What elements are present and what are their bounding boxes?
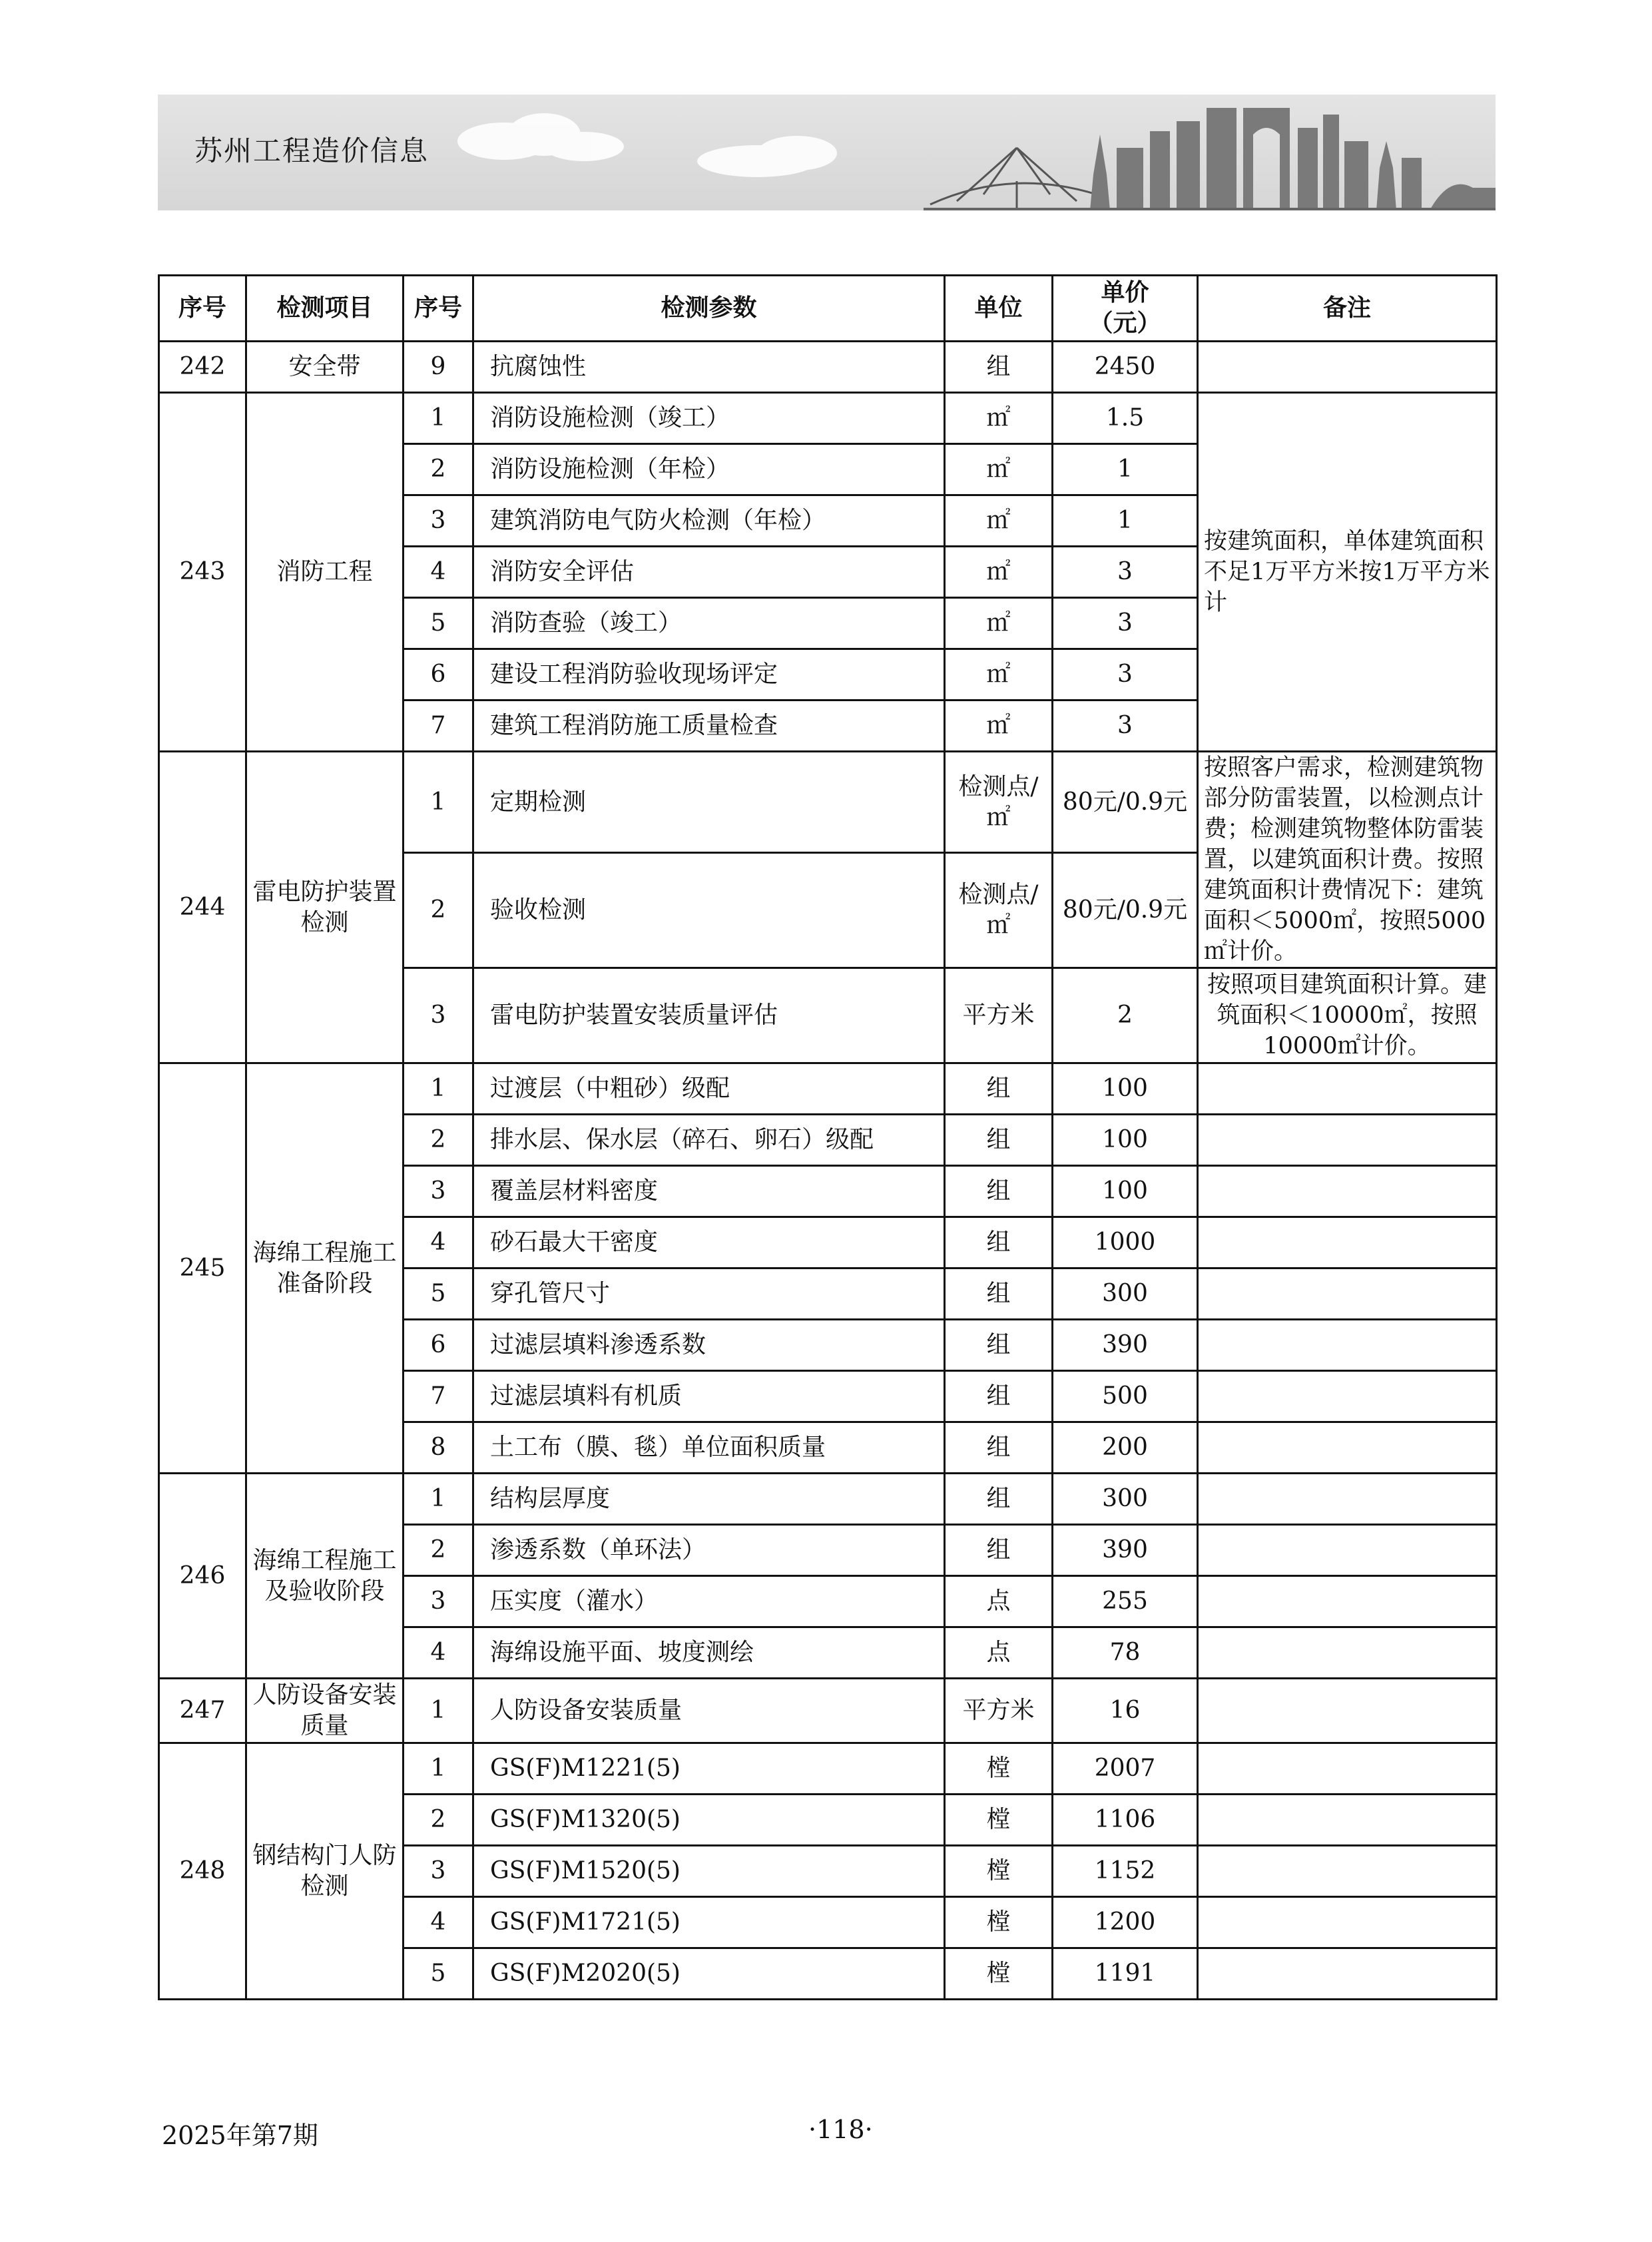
sub-no: 2: [404, 1525, 473, 1576]
price-table-container: [158, 274, 1496, 2000]
param: GS(F)M1320(5): [473, 1795, 945, 1846]
remark: [1198, 1166, 1497, 1217]
inspection-price-table: [158, 274, 1498, 2000]
header-price: [1053, 276, 1198, 342]
price: 390: [1053, 1525, 1198, 1576]
remark: [1198, 1846, 1497, 1897]
param: 海绵设施平面、坡度测绘: [473, 1627, 945, 1679]
sub-no: 2: [404, 853, 473, 968]
remark: [1198, 342, 1497, 393]
unit: 组: [945, 1474, 1053, 1525]
unit: ㎡: [945, 547, 1053, 598]
unit: 组: [945, 1268, 1053, 1320]
sub-no: 3: [404, 1166, 473, 1217]
sub-no: 7: [404, 1371, 473, 1422]
sub-no: 8: [404, 1422, 473, 1474]
remark: 按照项目建筑面积计算。建筑面积＜10000㎡，按照10000㎡计价。: [1198, 968, 1497, 1063]
param: 土工布（膜、毯）单位面积质量: [473, 1422, 945, 1474]
param: 压实度（灌水）: [473, 1576, 945, 1627]
price: 2: [1053, 968, 1198, 1063]
table-row: [159, 1474, 1497, 1525]
group-no: 245: [159, 1063, 246, 1474]
sub-no: 2: [404, 1795, 473, 1846]
price: 255: [1053, 1576, 1198, 1627]
unit: 检测点/㎡: [945, 853, 1053, 968]
param: 抗腐蚀性: [473, 342, 945, 393]
price: 2007: [1053, 1743, 1198, 1795]
param: 渗透系数（单环法）: [473, 1525, 945, 1576]
price: 200: [1053, 1422, 1198, 1474]
param: 覆盖层材料密度: [473, 1166, 945, 1217]
remark: [1198, 1627, 1497, 1679]
table-row: [159, 1679, 1497, 1743]
unit: 樘: [945, 1948, 1053, 2000]
price: 2450: [1053, 342, 1198, 393]
remark: [1198, 1268, 1497, 1320]
param: 砂石最大干密度: [473, 1217, 945, 1268]
price: 1: [1053, 444, 1198, 495]
param: 消防安全评估: [473, 547, 945, 598]
param: GS(F)M1721(5): [473, 1897, 945, 1948]
remark: [1198, 1217, 1497, 1268]
param: GS(F)M1221(5): [473, 1743, 945, 1795]
sub-no: 3: [404, 495, 473, 547]
sub-no: 4: [404, 547, 473, 598]
table-row: [159, 1743, 1497, 1795]
header-price-line2: （元）: [1089, 310, 1161, 337]
unit: 樘: [945, 1897, 1053, 1948]
param: GS(F)M2020(5): [473, 1948, 945, 2000]
table-row: [159, 752, 1497, 853]
remark: [1198, 1525, 1497, 1576]
unit: 组: [945, 1525, 1053, 1576]
price: 100: [1053, 1166, 1198, 1217]
remark: [1198, 1422, 1497, 1474]
unit: 组: [945, 1371, 1053, 1422]
param: 验收检测: [473, 853, 945, 968]
param: 过滤层填料有机质: [473, 1371, 945, 1422]
publication-title: 苏州工程造价信息: [194, 135, 429, 167]
header-sub-no: 序号: [404, 276, 473, 342]
price: 1191: [1053, 1948, 1198, 2000]
param: 人防设备安装质量: [473, 1679, 945, 1743]
price: 80元/0.9元: [1053, 853, 1198, 968]
sub-no: 4: [404, 1897, 473, 1948]
param: 雷电防护装置安装质量评估: [473, 968, 945, 1063]
remark: [1198, 1897, 1497, 1948]
sub-no: 2: [404, 444, 473, 495]
price: 1.5: [1053, 393, 1198, 444]
param: 建筑工程消防施工质量检查: [473, 701, 945, 752]
price: 3: [1053, 649, 1198, 701]
sub-no: 1: [404, 1679, 473, 1743]
unit: 樘: [945, 1743, 1053, 1795]
group-no: 242: [159, 342, 246, 393]
unit: 点: [945, 1576, 1053, 1627]
group-item: 海绵工程施工及验收阶段: [246, 1474, 404, 1679]
param: 排水层、保水层（碎石、卵石）级配: [473, 1115, 945, 1166]
unit: 组: [945, 1166, 1053, 1217]
param: 建筑消防电气防火检测（年检）: [473, 495, 945, 547]
price: 3: [1053, 547, 1198, 598]
group-item: 安全带: [246, 342, 404, 393]
header-param: 检测参数: [473, 276, 945, 342]
sub-no: 4: [404, 1217, 473, 1268]
group-item: 钢结构门人防检测: [246, 1743, 404, 2000]
remark: [1198, 1679, 1497, 1743]
table-header-row: [159, 276, 1497, 342]
sub-no: 1: [404, 1063, 473, 1115]
table-row: [159, 342, 1497, 393]
sub-no: 7: [404, 701, 473, 752]
header-remark: 备注: [1198, 276, 1497, 342]
price: 16: [1053, 1679, 1198, 1743]
price: 1000: [1053, 1217, 1198, 1268]
sub-no: 5: [404, 1268, 473, 1320]
unit: ㎡: [945, 649, 1053, 701]
unit: 组: [945, 342, 1053, 393]
price: 100: [1053, 1115, 1198, 1166]
unit: 樘: [945, 1846, 1053, 1897]
price: 1: [1053, 495, 1198, 547]
sub-no: 2: [404, 1115, 473, 1166]
header-no: 序号: [159, 276, 246, 342]
group-item: 海绵工程施工准备阶段: [246, 1063, 404, 1474]
remark: [1198, 1576, 1497, 1627]
param: 结构层厚度: [473, 1474, 945, 1525]
page-number: ·118·: [808, 2115, 873, 2144]
remark: [1198, 1795, 1497, 1846]
header-banner: [158, 95, 1496, 210]
sub-no: 3: [404, 1576, 473, 1627]
param: GS(F)M1520(5): [473, 1846, 945, 1897]
group-item: 人防设备安装质量: [246, 1679, 404, 1743]
group-no: 247: [159, 1679, 246, 1743]
unit: 平方米: [945, 968, 1053, 1063]
group-item: 消防工程: [246, 393, 404, 752]
table-row: [159, 1063, 1497, 1115]
sub-no: 3: [404, 968, 473, 1063]
unit: 组: [945, 1320, 1053, 1371]
sub-no: 4: [404, 1627, 473, 1679]
unit: ㎡: [945, 701, 1053, 752]
unit: ㎡: [945, 495, 1053, 547]
unit: 组: [945, 1063, 1053, 1115]
issue-label: 2025年第7期: [162, 2121, 318, 2150]
unit: 检测点/㎡: [945, 752, 1053, 853]
header-item: 检测项目: [246, 276, 404, 342]
sub-no: 9: [404, 342, 473, 393]
group-no: 243: [159, 393, 246, 752]
unit: 组: [945, 1422, 1053, 1474]
sub-no: 1: [404, 1474, 473, 1525]
price: 100: [1053, 1063, 1198, 1115]
price: 1200: [1053, 1897, 1198, 1948]
group-item: 雷电防护装置检测: [246, 752, 404, 1063]
sub-no: 3: [404, 1846, 473, 1897]
unit: 点: [945, 1627, 1053, 1679]
sub-no: 5: [404, 598, 473, 649]
price: 3: [1053, 701, 1198, 752]
price: 500: [1053, 1371, 1198, 1422]
param: 定期检测: [473, 752, 945, 853]
price: 78: [1053, 1627, 1198, 1679]
unit: 组: [945, 1115, 1053, 1166]
sub-no: 1: [404, 393, 473, 444]
remark: [1198, 1371, 1497, 1422]
table-row: [159, 393, 1497, 444]
remark: [1198, 1115, 1497, 1166]
header-unit: 单位: [945, 276, 1053, 342]
remark: [1198, 1063, 1497, 1115]
unit: ㎡: [945, 444, 1053, 495]
unit: 樘: [945, 1795, 1053, 1846]
unit: 组: [945, 1217, 1053, 1268]
price: 1152: [1053, 1846, 1198, 1897]
sub-no: 6: [404, 649, 473, 701]
remark: 按照客户需求，检测建筑物部分防雷装置，以检测点计费；检测建筑物整体防雷装置，以建筑面积计费。按照建筑面积计费情况下：建筑面积＜5000㎡，按照5000㎡计价。: [1198, 752, 1497, 968]
price: 1106: [1053, 1795, 1198, 1846]
unit: 平方米: [945, 1679, 1053, 1743]
price: 390: [1053, 1320, 1198, 1371]
unit: ㎡: [945, 598, 1053, 649]
param: 过渡层（中粗砂）级配: [473, 1063, 945, 1115]
sub-no: 1: [404, 752, 473, 853]
remark: [1198, 1743, 1497, 1795]
sub-no: 1: [404, 1743, 473, 1795]
unit: ㎡: [945, 393, 1053, 444]
group-no: 248: [159, 1743, 246, 2000]
price: 3: [1053, 598, 1198, 649]
param: 过滤层填料渗透系数: [473, 1320, 945, 1371]
remark: [1198, 1948, 1497, 2000]
group-no: 244: [159, 752, 246, 1063]
param: 穿孔管尺寸: [473, 1268, 945, 1320]
param: 消防设施检测（年检）: [473, 444, 945, 495]
remark: [1198, 1474, 1497, 1525]
sub-no: 6: [404, 1320, 473, 1371]
price: 80元/0.9元: [1053, 752, 1198, 853]
group-no: 246: [159, 1474, 246, 1679]
param: 建设工程消防验收现场评定: [473, 649, 945, 701]
remark: [1198, 1320, 1497, 1371]
price: 300: [1053, 1268, 1198, 1320]
remark: 按建筑面积，单体建筑面积不足1万平方米按1万平方米计: [1198, 393, 1497, 752]
param: 消防设施检测（竣工）: [473, 393, 945, 444]
sub-no: 5: [404, 1948, 473, 2000]
param: 消防查验（竣工）: [473, 598, 945, 649]
price: 300: [1053, 1474, 1198, 1525]
header-price-line1: 单价: [1101, 279, 1149, 306]
